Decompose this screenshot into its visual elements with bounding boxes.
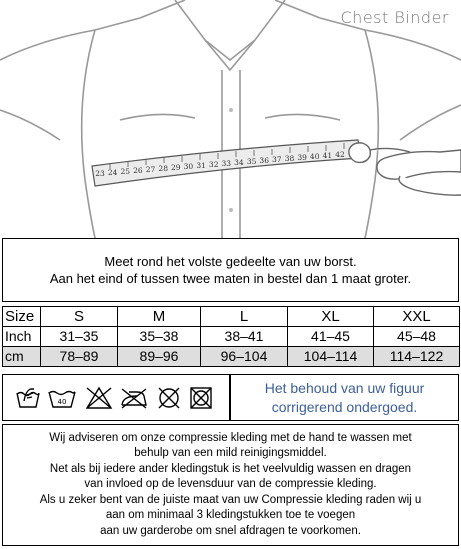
tape-tick-label: 32 (208, 160, 219, 169)
wash-temp-label: 40 (57, 398, 67, 406)
tape-tick-label: 36 (259, 156, 269, 165)
cm-row-label: cm (3, 347, 41, 367)
slogan-line-2: corrigerend ondergoed. (271, 398, 418, 415)
inch-value-m: 35–38 (118, 327, 201, 347)
tape-tick-label: 23 (95, 169, 105, 178)
advice-line-4: van invloed op de levensduur van de compressie kleding. (84, 478, 377, 491)
cm-value-xl: 104–114 (288, 347, 374, 367)
cm-value-m: 89–96 (118, 347, 201, 367)
inch-value-l: 38–41 (201, 327, 288, 347)
inch-value-xxl: 45–48 (374, 327, 460, 347)
inch-value-s: 31–35 (41, 327, 118, 347)
care-symbols (2, 374, 230, 421)
size-table (2, 306, 460, 367)
no-bleach-icon (85, 386, 113, 410)
washing-advice (2, 424, 459, 546)
slogan-box (230, 374, 459, 421)
tape-tick-label: 42 (335, 150, 345, 159)
hand-wash-icon (15, 385, 41, 409)
inch-row (3, 327, 460, 347)
size-header-m: M (118, 307, 201, 327)
tape-tick-label: 26 (133, 166, 143, 175)
tape-tick-label: 28 (158, 164, 168, 173)
tape-tick-label: 39 (297, 153, 307, 162)
instruction-line-2: Aan het eind of tussen twee maten in bestel dan 1 maat groter. (49, 271, 412, 286)
no-tumble-dry-icon (188, 386, 214, 410)
tape-tick-label: 29 (171, 163, 181, 172)
instruction-line-1: Meet rond het volste gedeelte van uw borst. (104, 254, 357, 269)
cm-value-l: 96–104 (201, 347, 288, 367)
advice-line-2: behulp van een mild reinigingsmiddel. (134, 447, 327, 460)
size-header-label: Size (3, 307, 41, 327)
size-header-row (3, 307, 460, 327)
tape-tick-label: 34 (234, 158, 244, 167)
advice-line-1: Wij adviseren om onze compressie kleding met de hand te wassen met (49, 431, 412, 444)
size-header-xl: XL (288, 307, 374, 327)
cm-value-xxl: 114–122 (374, 347, 460, 367)
size-header-l: L (201, 307, 288, 327)
no-iron-icon (119, 386, 149, 410)
advice-line-5: Als u zeker bent van de juiste maat van uw Compressie kleding raden wij u (39, 493, 422, 506)
brand-label: Chest Binder (340, 8, 449, 27)
tape-tick-label: 41 (322, 151, 333, 160)
cm-row (3, 347, 460, 367)
advice-line-3: Net als bij iedere ander kledingstuk is het veelvuldig wassen en dragen (49, 462, 412, 475)
inch-row-label: Inch (3, 327, 41, 347)
tape-tick-label: 37 (272, 155, 282, 164)
tape-tick-label: 35 (246, 157, 257, 166)
advice-line-6: aan om minimaal 3 kledingstukken toe te voegen (105, 509, 356, 522)
tape-tick-label: 33 (221, 159, 232, 168)
no-dry-clean-icon (156, 386, 182, 410)
tape-tick-label: 25 (120, 167, 131, 176)
advice-line-7: aan uw garderobe om snel afdragen te voorkomen. (100, 524, 361, 537)
tape-tick-label: 27 (145, 165, 156, 174)
tape-tick-label: 24 (107, 168, 118, 177)
inch-value-xl: 41–45 (288, 327, 374, 347)
cm-value-s: 78–89 (41, 347, 118, 367)
tape-tick-label: 40 (309, 152, 320, 161)
tape-tick-label: 30 (183, 162, 194, 171)
size-header-xxl: XXL (374, 307, 460, 327)
slogan-line-1: Het behoud van uw figuur (264, 379, 425, 396)
tape-tick-label: 38 (284, 154, 295, 163)
measure-instructions (2, 238, 459, 302)
size-header-s: S (41, 307, 118, 327)
tape-tick-label: 31 (196, 161, 206, 170)
shirt-measurement-illustration (0, 0, 461, 238)
wash-40-icon (47, 387, 77, 409)
